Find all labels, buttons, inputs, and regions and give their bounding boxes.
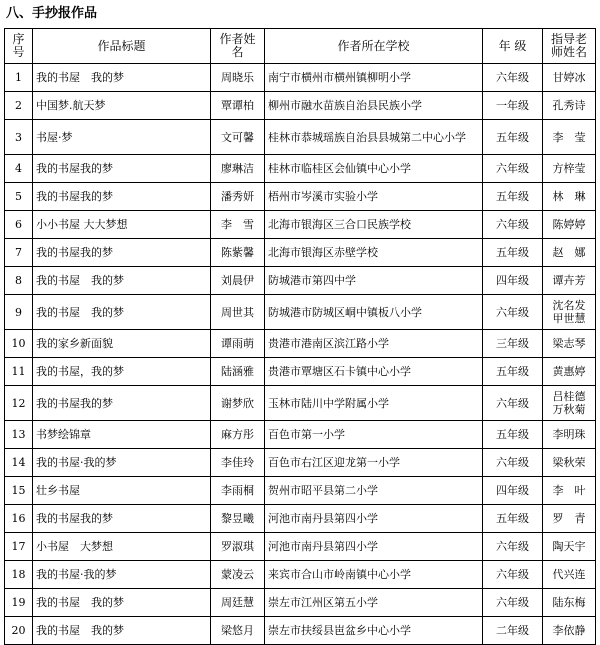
cell-no: 7: [5, 239, 33, 267]
awards-table: [4, 28, 596, 645]
cell-grade: 一年级: [483, 92, 543, 120]
cell-title: 书屋·梦: [33, 120, 211, 155]
cell-title: 壮乡书屋: [33, 477, 211, 505]
cell-author: 潘秀妍: [211, 183, 265, 211]
table-row: [5, 505, 596, 533]
table-row: [5, 211, 596, 239]
cell-no: 9: [5, 295, 33, 330]
cell-title: 我的书屋 我的梦: [33, 295, 211, 330]
cell-school: 贵港市港南区滨江路小学: [265, 330, 483, 358]
cell-title: 我的书屋我的梦: [33, 155, 211, 183]
cell-grade: 五年级: [483, 505, 543, 533]
cell-author: 谭雨萌: [211, 330, 265, 358]
cell-title: 我的书屋·我的梦: [33, 449, 211, 477]
cell-grade: 六年级: [483, 449, 543, 477]
cell-title: 我的书屋我的梦: [33, 239, 211, 267]
cell-teacher: 吕桂德 万秋菊: [543, 386, 596, 421]
cell-title: 我的书屋我的梦: [33, 505, 211, 533]
cell-school: 南宁市横州市横州镇柳明小学: [265, 64, 483, 92]
cell-author: 麻方彤: [211, 421, 265, 449]
cell-no: 15: [5, 477, 33, 505]
cell-school: 柳州市融水苗族自治县民族小学: [265, 92, 483, 120]
cell-school: 桂林市恭城瑶族自治县县城第二中心小学: [265, 120, 483, 155]
cell-school: 来宾市合山市岭南镇中心小学: [265, 561, 483, 589]
cell-author: 陈紫馨: [211, 239, 265, 267]
cell-grade: 五年级: [483, 183, 543, 211]
cell-grade: 二年级: [483, 617, 543, 645]
cell-no: 3: [5, 120, 33, 155]
header-school: 作者所在学校: [265, 29, 483, 64]
cell-teacher: 李依静: [543, 617, 596, 645]
cell-teacher: 罗 青: [543, 505, 596, 533]
cell-school: 崇左市江州区第五小学: [265, 589, 483, 617]
table-row: [5, 589, 596, 617]
cell-title: 我的家乡新面貌: [33, 330, 211, 358]
table-row: [5, 533, 596, 561]
table-row: [5, 358, 596, 386]
cell-no: 12: [5, 386, 33, 421]
cell-no: 19: [5, 589, 33, 617]
cell-author: 文可馨: [211, 120, 265, 155]
table-row: [5, 477, 596, 505]
cell-title: 我的书屋我的梦: [33, 386, 211, 421]
cell-author: 罗淑琪: [211, 533, 265, 561]
cell-teacher: 甘婷冰: [543, 64, 596, 92]
cell-grade: 六年级: [483, 64, 543, 92]
header-author: 作者姓名: [211, 29, 265, 64]
table-row: [5, 295, 596, 330]
cell-title: 我的书屋我的梦: [33, 183, 211, 211]
cell-title: 我的书屋 我的梦: [33, 267, 211, 295]
section-title: 八、手抄报作品: [6, 6, 98, 21]
cell-teacher: 林 琳: [543, 183, 596, 211]
cell-no: 2: [5, 92, 33, 120]
cell-grade: 三年级: [483, 330, 543, 358]
cell-author: 谢梦欣: [211, 386, 265, 421]
cell-school: 河池市南丹县第四小学: [265, 533, 483, 561]
cell-school: 梧州市岑溪市实验小学: [265, 183, 483, 211]
table-row: [5, 183, 596, 211]
cell-grade: 四年级: [483, 477, 543, 505]
cell-school: 河池市南丹县第四小学: [265, 505, 483, 533]
cell-teacher: 李明珠: [543, 421, 596, 449]
cell-grade: 四年级: [483, 267, 543, 295]
cell-author: 周廷慧: [211, 589, 265, 617]
cell-author: 李雨桐: [211, 477, 265, 505]
cell-author: 黎昱曦: [211, 505, 265, 533]
table-row: [5, 155, 596, 183]
table-row: [5, 330, 596, 358]
cell-author: 周世其: [211, 295, 265, 330]
cell-no: 17: [5, 533, 33, 561]
cell-teacher: 李 莹: [543, 120, 596, 155]
cell-grade: 六年级: [483, 561, 543, 589]
cell-title: 中国梦.航天梦: [33, 92, 211, 120]
cell-title: 书梦绘锦章: [33, 421, 211, 449]
table-row: [5, 449, 596, 477]
cell-teacher: 梁志琴: [543, 330, 596, 358]
cell-school: 贺州市昭平县第二小学: [265, 477, 483, 505]
cell-grade: 六年级: [483, 589, 543, 617]
cell-grade: 五年级: [483, 120, 543, 155]
cell-author: 周晓乐: [211, 64, 265, 92]
cell-no: 18: [5, 561, 33, 589]
cell-school: 桂林市临桂区会仙镇中心小学: [265, 155, 483, 183]
cell-no: 6: [5, 211, 33, 239]
cell-school: 玉林市陆川中学附属小学: [265, 386, 483, 421]
cell-no: 5: [5, 183, 33, 211]
cell-author: 李 雪: [211, 211, 265, 239]
cell-title: 我的书屋 我的梦: [33, 589, 211, 617]
cell-school: 防城港市防城区峒中镇板八小学: [265, 295, 483, 330]
header-grade: 年 级: [483, 29, 543, 64]
cell-no: 11: [5, 358, 33, 386]
cell-school: 崇左市扶绥县岜盆乡中心小学: [265, 617, 483, 645]
cell-teacher: 孔秀诗: [543, 92, 596, 120]
cell-title: 我的书屋，我的梦: [33, 358, 211, 386]
cell-grade: 六年级: [483, 386, 543, 421]
cell-title: 我的书屋 我的梦: [33, 64, 211, 92]
table-row: [5, 92, 596, 120]
cell-teacher: 陈婷婷: [543, 211, 596, 239]
header-no: 序号: [5, 29, 33, 64]
cell-teacher: 赵 娜: [543, 239, 596, 267]
table-header-row: [5, 29, 596, 64]
table-row: [5, 421, 596, 449]
cell-school: 贵港市覃塘区石卡镇中心小学: [265, 358, 483, 386]
table-row: [5, 120, 596, 155]
cell-teacher: 李 叶: [543, 477, 596, 505]
cell-grade: 六年级: [483, 211, 543, 239]
cell-school: 北海市银海区三合口民族学校: [265, 211, 483, 239]
cell-no: 8: [5, 267, 33, 295]
cell-grade: 五年级: [483, 239, 543, 267]
cell-author: 覃谭柏: [211, 92, 265, 120]
table-row: [5, 64, 596, 92]
cell-teacher: 代兴连: [543, 561, 596, 589]
cell-teacher: 黄惠婷: [543, 358, 596, 386]
cell-no: 10: [5, 330, 33, 358]
cell-teacher: 陆东梅: [543, 589, 596, 617]
cell-grade: 五年级: [483, 358, 543, 386]
cell-teacher: 谭卉芳: [543, 267, 596, 295]
cell-no: 20: [5, 617, 33, 645]
cell-no: 1: [5, 64, 33, 92]
cell-author: 刘晨伊: [211, 267, 265, 295]
cell-school: 百色市第一小学: [265, 421, 483, 449]
cell-author: 李佳玲: [211, 449, 265, 477]
table-row: [5, 617, 596, 645]
cell-school: 防城港市第四中学: [265, 267, 483, 295]
cell-title: 我的书屋 我的梦: [33, 617, 211, 645]
cell-author: 陆涵雅: [211, 358, 265, 386]
cell-grade: 六年级: [483, 295, 543, 330]
cell-title: 小书屋 大梦想: [33, 533, 211, 561]
cell-no: 13: [5, 421, 33, 449]
table-row: [5, 386, 596, 421]
cell-grade: 六年级: [483, 533, 543, 561]
cell-title: 小小书屋 大大梦想: [33, 211, 211, 239]
cell-grade: 五年级: [483, 421, 543, 449]
table-row: [5, 561, 596, 589]
table-row: [5, 267, 596, 295]
cell-author: 廖琳洁: [211, 155, 265, 183]
cell-no: 14: [5, 449, 33, 477]
cell-title: 我的书屋·我的梦: [33, 561, 211, 589]
cell-author: 梁悠月: [211, 617, 265, 645]
cell-author: 蒙凌云: [211, 561, 265, 589]
cell-school: 百色市右江区迎龙第一小学: [265, 449, 483, 477]
cell-school: 北海市银海区赤壁学校: [265, 239, 483, 267]
table-row: [5, 239, 596, 267]
cell-grade: 六年级: [483, 155, 543, 183]
cell-no: 4: [5, 155, 33, 183]
cell-teacher: 梁秋荣: [543, 449, 596, 477]
header-teacher: 指导老师姓名: [543, 29, 596, 64]
cell-no: 16: [5, 505, 33, 533]
cell-teacher: 沈名发 甲世慧: [543, 295, 596, 330]
cell-teacher: 方梓莹: [543, 155, 596, 183]
header-title: 作品标题: [33, 29, 211, 64]
cell-teacher: 陶天宇: [543, 533, 596, 561]
